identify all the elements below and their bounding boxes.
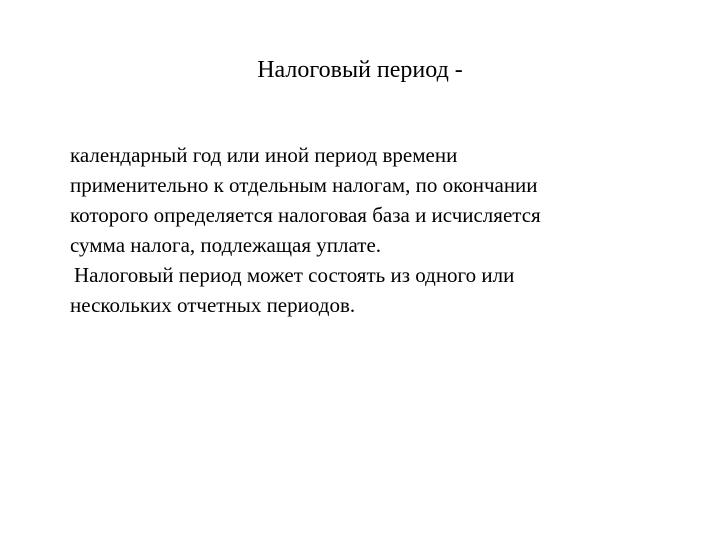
definition-line: которого определяется налоговая база и исчисляется <box>70 203 541 227</box>
definition-paragraph <box>70 140 690 260</box>
definition-line: календарный год или иной период времени <box>70 143 458 167</box>
slide-body <box>70 140 690 320</box>
slide-title: Налоговый период - <box>257 57 463 83</box>
note-line: Налоговый период может состоять из одного или <box>74 263 515 287</box>
note-line: нескольких отчетных периодов. <box>70 293 356 317</box>
definition-line: применительно к отдельным налогам, по окончании <box>70 173 538 197</box>
definition-line: сумма налога, подлежащая уплате. <box>70 233 382 257</box>
note-paragraph <box>70 260 690 320</box>
